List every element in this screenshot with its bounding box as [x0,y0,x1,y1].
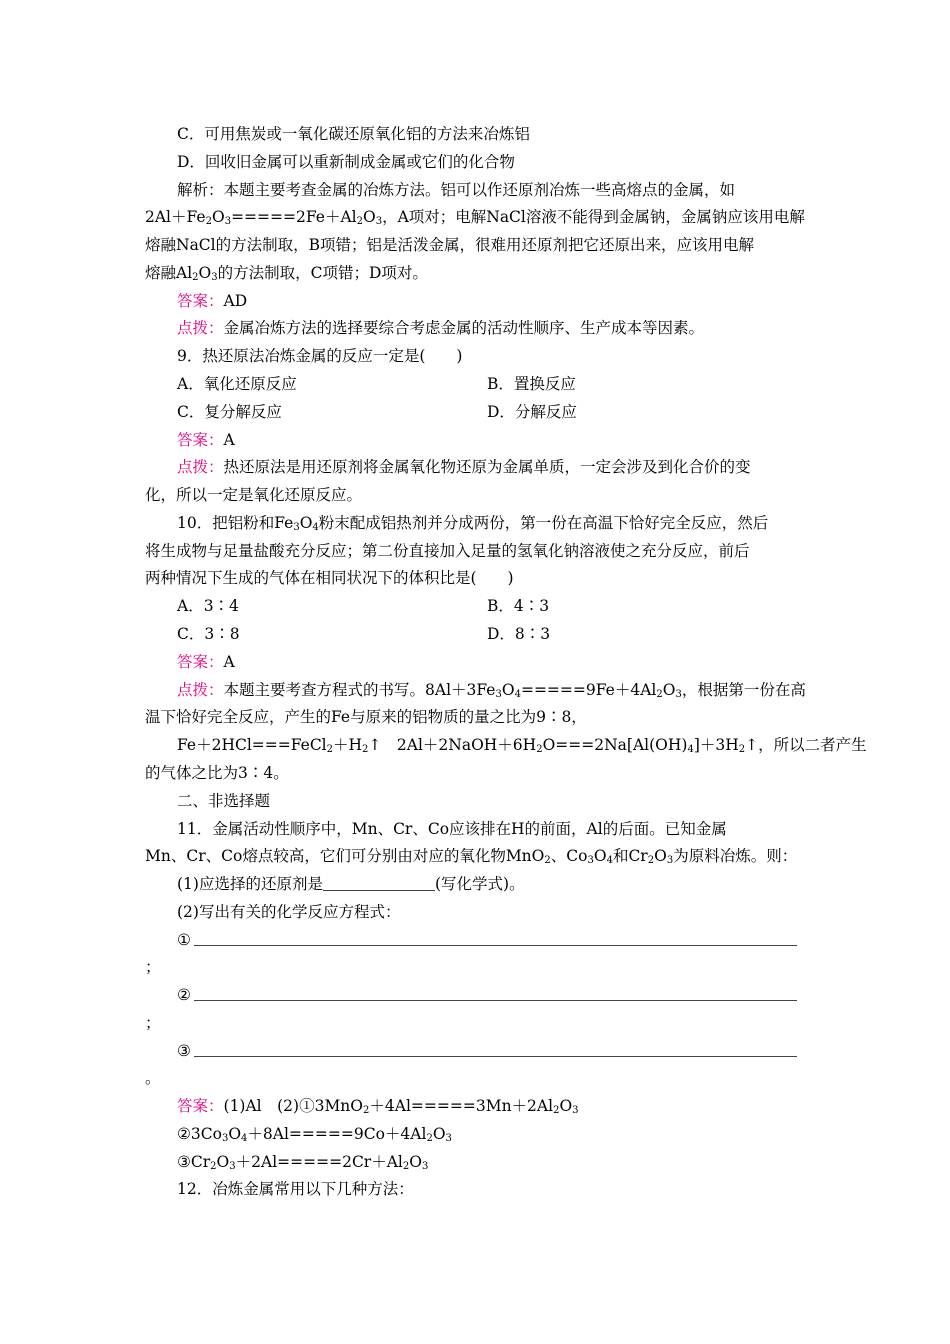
q9-hint-line-2: 化，所以一定是氧化还原反应。 [145,486,363,504]
reducing-agent-blank[interactable] [323,875,435,891]
blank-2-end: ； [145,1014,161,1032]
q9-option-a: A．氧化还原反应 [177,375,297,393]
blank-1-end: ； [145,958,161,976]
answer-label: 答案： [177,292,224,310]
q9-answer: 答案：A [177,431,235,449]
q9-stem: 9．热还原法冶炼金属的反应一定是( ) [177,347,463,365]
equation-blank-3[interactable] [194,1056,797,1057]
hint-label: 点拨： [177,319,224,337]
q11-stem-line-1: 11．金属活动性顺序中，Mn、Cr、Co应该排在H的前面，Al的后面。已知金属 [177,820,727,838]
q10-stem-line-1: 10．把铝粉和$Fe_3O_4$粉末配成铝热剂并分成两份，第一份在高温下恰好完全反应，然后 [177,514,769,533]
answer-label: 答案： [177,653,224,671]
q8-answer: 答案：AD [177,292,248,310]
q10-answer: 答案：A [177,653,235,671]
q11-answer-line-1: 答案：(1)Al $(2)①3MnO_2+4Al=====3Mn+2Al_2O_3$ [177,1097,579,1116]
q10-stem-line-2: 将生成物与足量盐酸充分反应；第二份直接加入足量的氢氧化钠溶液使之充分反应，前后 [145,542,750,560]
q10-option-b: B．4∶3 [487,597,550,615]
blank-1-marker: ① [177,931,191,949]
q8-hint: 点拨：金属冶炼方法的选择要综合考虑金属的活动性顺序、生产成本等因素。 [177,319,705,337]
q9-option-b: B．置换反应 [487,375,576,393]
q11-answer-line-3: $③Cr_2O_3+2Al=====2Cr+Al_2O_3$ [177,1153,429,1172]
q10-hint-line-1: 点拨：本题主要考查方程式的书写。$8Al+3Fe_3O_4=====9Fe+4Al_2O_3$，根据第一份在高 [177,681,806,700]
q11-part-1: (1)应选择的还原剂是 (写化学式)。 [177,875,525,893]
equation-blank-1[interactable] [194,945,797,946]
equation-blank-2[interactable] [194,1000,797,1001]
hint-label: 点拨： [177,458,224,476]
q8-analysis-line-3: 熔融NaCl的方法制取，B项错；铝是活泼金属，很难用还原剂把它还原出来，应该用电解 [145,236,755,254]
q10-option-d: D．8∶3 [487,625,551,643]
q11-part-2: (2)写出有关的化学反应方程式： [177,903,401,921]
answer-label: 答案： [177,1097,224,1115]
q8-analysis-line-2: $2Al+Fe_2O_3=====2Fe+Al_2O_3$，A项对；电解NaCl溶液不能得到金属钠，金属钠应该用电解 [145,208,805,227]
section-title: 二、非选择题 [177,792,271,810]
blank-2-marker: ② [177,986,191,1004]
blank-3-end: 。 [145,1069,161,1087]
q10-option-a: A．3∶4 [177,597,239,615]
q8-option-c: C．可用焦炭或一氧化碳还原氧化铝的方法来冶炼铝 [177,125,530,143]
q10-stem-line-3: 两种情况下生成的气体在相同状况下的体积比是( ) [145,569,514,587]
q11-answer-line-2: $②3Co_3O_4+8Al=====9Co+4Al_2O_3$ [177,1125,452,1144]
q11-stem-line-2: Mn、Cr、Co熔点较高，它们可分别由对应的氧化物MnO$_2$、$Co_3O_4$和$Cr_2O_3$为原料冶炼。则： [145,847,798,866]
q12-stem: 12．冶炼金属常用以下几种方法： [177,1180,414,1198]
q8-option-d: D．回收旧金属可以重新制成金属或它们的化合物 [177,153,515,171]
q10-hint-line-2: 温下恰好完全反应，产生的Fe与原来的铝物质的量之比为9∶8， [145,708,587,726]
answer-label: 答案： [177,431,224,449]
q10-hint-line-4: 的气体之比为3∶4。 [145,764,289,782]
q9-option-d: D．分解反应 [487,403,577,421]
q8-analysis-line-1: 解析：本题主要考查金属的冶炼方法。铝可以作还原剂冶炼一些高熔点的金属，如 [177,181,736,199]
blank-3-marker: ③ [177,1042,191,1060]
q9-option-c: C．复分解反应 [177,403,282,421]
q9-hint-line-1: 点拨：热还原法是用还原剂将金属氧化物还原为金属单质，一定会涉及到化合价的变 [177,458,751,476]
q10-hint-line-3: $Fe+2HCl===FeCl_2+H_2↑$ $2Al+2NaOH+6H_2O===2Na[Al(OH)_4]+3H_2↑$，所以二者产生 [177,736,867,755]
q8-analysis-line-4: 熔融$Al_2O_3$的方法制取，C项错；D项对。 [145,264,428,283]
q10-option-c: C．3∶8 [177,625,240,643]
hint-label: 点拨： [177,681,224,699]
